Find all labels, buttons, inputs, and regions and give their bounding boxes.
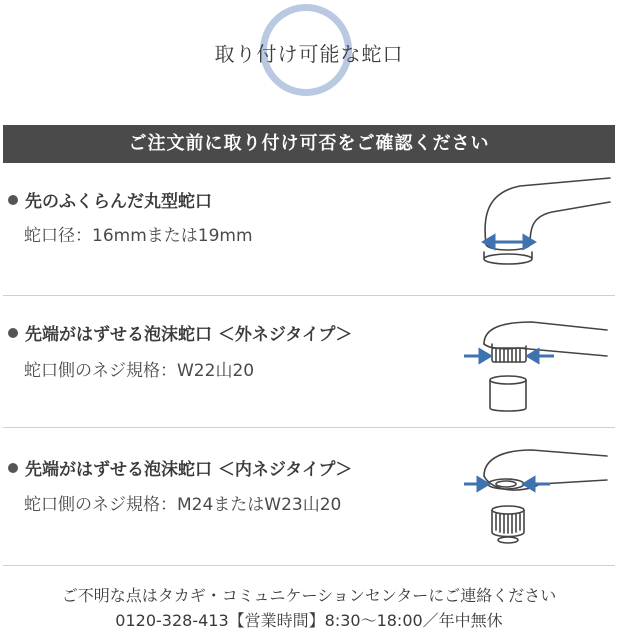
section-divider xyxy=(3,565,615,566)
round-faucet-icon xyxy=(470,172,615,272)
external-thread-faucet-icon xyxy=(462,310,612,435)
contact-phone-hours: 0120-328-413【営業時間】8:30～18:00／年中無休 xyxy=(115,611,503,630)
bullet-icon xyxy=(8,195,18,205)
bullet-icon xyxy=(8,463,18,473)
section-2-detail: 蛇口側のネジ規格：W22山20 xyxy=(24,361,255,381)
section-1-title-text: 先のふくらんだ丸型蛇口 xyxy=(25,192,212,212)
section-divider xyxy=(3,427,615,428)
bullet-icon xyxy=(8,328,18,338)
confirmation-banner: ご注文前に取り付け可否をご確認ください xyxy=(3,125,615,163)
internal-thread-faucet-icon xyxy=(462,440,612,555)
section-2-title xyxy=(8,320,352,345)
section-1-title xyxy=(8,187,212,212)
section-divider xyxy=(3,295,615,296)
contact-note: ご不明な点はタカギ・コミュニケーションセンターにご連絡ください xyxy=(61,586,557,605)
section-1-detail: 蛇口径：16mmまたは19mm xyxy=(24,226,253,246)
section-2-title-text: 先端がはずせる泡沫蛇口 ＜外ネジタイプ＞ xyxy=(25,325,353,345)
section-3-title xyxy=(8,455,352,480)
page-title: 取り付け可能な蛇口 xyxy=(214,42,404,66)
section-3-detail: 蛇口側のネジ規格：M24またはW23山20 xyxy=(24,495,342,515)
section-3-title-text: 先端がはずせる泡沫蛇口 ＜内ネジタイプ＞ xyxy=(25,460,353,480)
